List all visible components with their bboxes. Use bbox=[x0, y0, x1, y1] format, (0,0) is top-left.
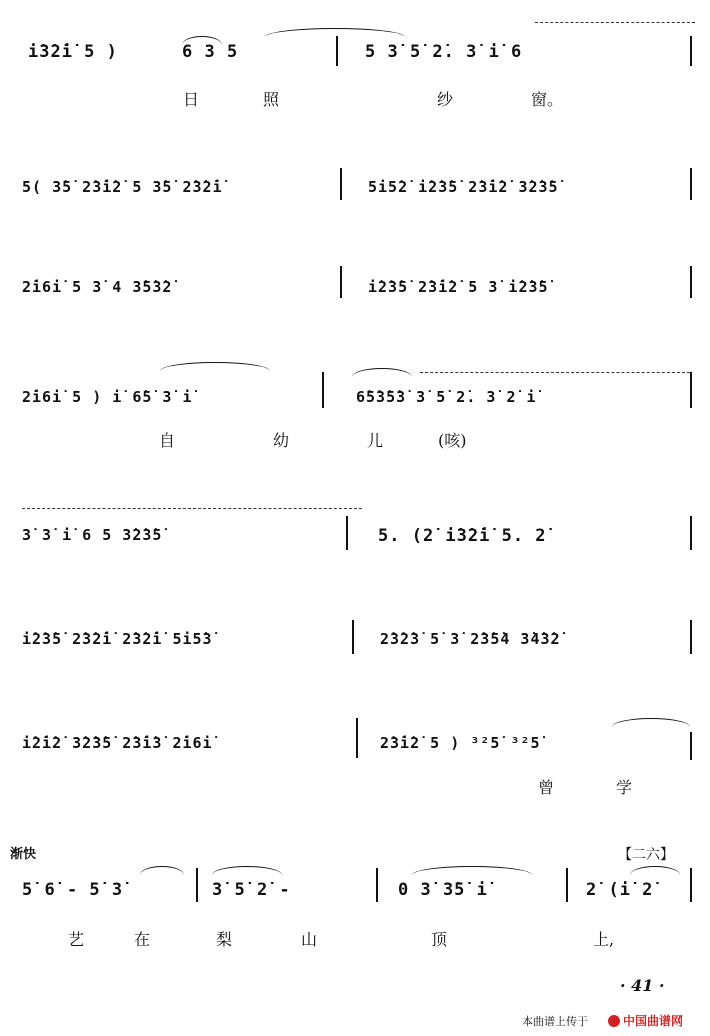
lyric: 日 bbox=[183, 90, 200, 109]
tempo-marking: 渐快 bbox=[10, 847, 37, 862]
slur bbox=[140, 866, 184, 875]
measure-notation: 5( 3̇5̇ 2̇3̇i̇2̇ 5 3̇5̇ 2̇3̇2̇i̇ bbox=[22, 178, 223, 196]
lyric: 山 bbox=[301, 930, 318, 949]
lyric: (咳) bbox=[438, 431, 467, 450]
lyric: 顶 bbox=[431, 930, 448, 949]
barline bbox=[690, 620, 692, 654]
slur bbox=[160, 362, 270, 371]
measure-notation: 6̇5̇3̇5̇3̇ 3̇ 5̇ 2̇. 3̇ 2̇ i̇ bbox=[356, 388, 537, 406]
page-number: · 41 · bbox=[620, 976, 665, 995]
measure-notation: 5 3̇ 5̇ 2̇. 3̇ i̇ 6 bbox=[365, 42, 523, 62]
lyric: 曾 bbox=[538, 778, 555, 797]
barline bbox=[690, 36, 692, 66]
lyric: 学 bbox=[616, 778, 633, 797]
section-marker: 【二六】 bbox=[618, 847, 674, 863]
site-logo-icon bbox=[608, 1015, 620, 1027]
slur bbox=[535, 22, 695, 23]
measure-notation: i̇2̇3̇5̇ 2̇3̇2̇i̇ 2̇3̇2̇i̇ 5i5̇3̇ bbox=[22, 630, 213, 648]
barline bbox=[566, 868, 568, 902]
lyric: 纱 bbox=[437, 90, 454, 109]
lyric: 照 bbox=[263, 90, 280, 109]
slur bbox=[212, 866, 282, 875]
measure-notation: i̇2̇3̇5̇ 2̇3̇i̇2̇ 5 3̇ i̇2̇3̇5̇ bbox=[368, 278, 549, 296]
barline bbox=[356, 718, 358, 758]
lyric: 窗。 bbox=[531, 90, 564, 109]
measure-notation: 2̇i6i̇ 5 3̇ 4 3̇5̇3̇2̇ bbox=[22, 278, 173, 296]
barline bbox=[690, 516, 692, 550]
measure-notation: 2̇ (i̇ 2̇ bbox=[586, 880, 654, 900]
barline bbox=[690, 168, 692, 200]
barline bbox=[336, 36, 338, 66]
slur bbox=[420, 372, 690, 373]
barline bbox=[690, 266, 692, 298]
measure-notation: 5i5̇2̇ i̇2̇3̇5̇ 2̇3̇i̇2̇ 3̇2̇3̇5̇ bbox=[368, 178, 559, 196]
measure-notation: i̇2̇i̇2̇ 3̇2̇3̇5̇ 2̇3̇i̇3̇ 2̇i6i̇ bbox=[22, 734, 213, 752]
barline bbox=[376, 868, 378, 902]
barline bbox=[352, 620, 354, 654]
barline bbox=[690, 868, 692, 902]
measure-notation: 2̇3̇2̇3̇ 5̇ 3̇ 2̇3̇5̇4 3̇4̇3̇2̇ bbox=[380, 630, 561, 648]
measure-notation: 5. (2̇ i̇3̇2̇i̇ 5. 2̇ bbox=[378, 526, 547, 546]
site-brand[interactable]: 中国曲谱网 bbox=[623, 1014, 684, 1028]
measure-notation: 2̇i6i̇ 5 ) i̇ 6̇5̇ 3̇ i̇ bbox=[22, 388, 193, 406]
slur bbox=[265, 28, 405, 37]
lyric: 儿 bbox=[367, 431, 384, 450]
barline bbox=[196, 868, 198, 902]
measure-notation: 2̇3̇i̇2̇ 5 ) ³²5̇ ³²5̇ bbox=[380, 734, 541, 752]
measure-notation: 0 3̇ 3̇5̇ i̇ bbox=[398, 880, 488, 900]
measure-notation: 5̇ 6̇ - 5̇ 3̇ bbox=[22, 880, 124, 900]
measure-notation: 3̇ 5̇ 2̇ - bbox=[212, 880, 291, 900]
measure-notation: i̇3̇2̇i̇ 5 ) bbox=[28, 42, 118, 62]
lyric: 艺 bbox=[68, 930, 85, 949]
lyric: 上, bbox=[593, 930, 615, 949]
lyric: 幼 bbox=[273, 431, 290, 450]
measure-notation: 3̇ 3̇ i̇ 6 5 3̇2̇3̇5̇ bbox=[22, 526, 163, 544]
barline bbox=[346, 516, 348, 550]
slur bbox=[22, 508, 362, 509]
slur bbox=[352, 368, 412, 377]
lyric: 在 bbox=[134, 930, 151, 949]
barline bbox=[340, 168, 342, 200]
slur bbox=[412, 866, 532, 875]
barline bbox=[322, 372, 324, 408]
lyric: 梨 bbox=[216, 930, 233, 949]
upload-notice: 本曲谱上传于 bbox=[522, 1015, 588, 1028]
slur bbox=[630, 866, 680, 875]
measure-notation: 6 3 5 bbox=[182, 42, 239, 62]
barline bbox=[340, 266, 342, 298]
lyric: 自 bbox=[159, 431, 176, 450]
barline bbox=[690, 732, 692, 760]
barline bbox=[690, 372, 692, 408]
slur bbox=[612, 718, 690, 727]
